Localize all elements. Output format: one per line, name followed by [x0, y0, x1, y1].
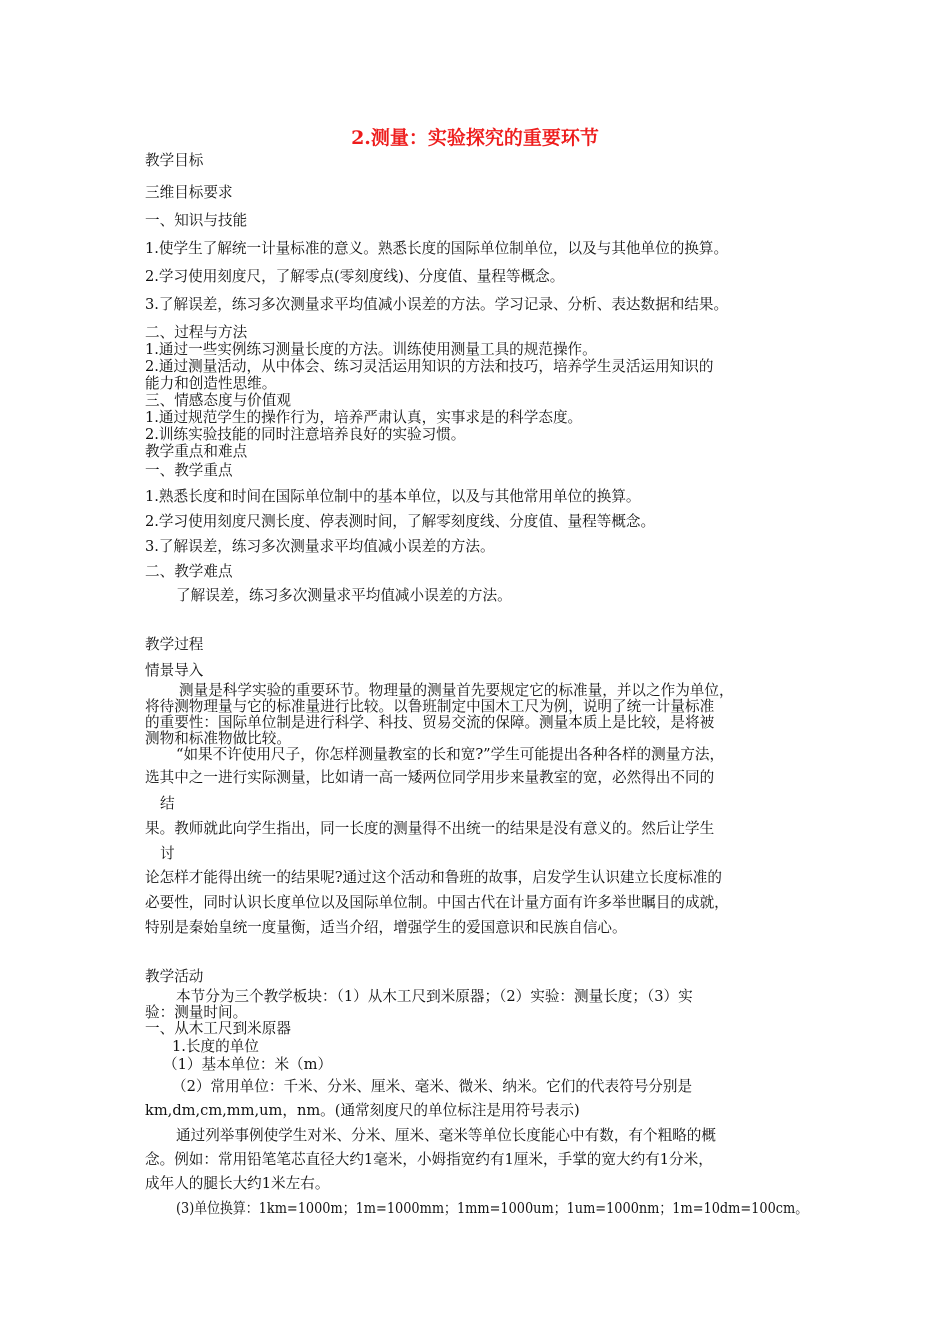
text-line: 测量是科学实验的重要环节。物理量的测量首先要规定它的标准量，并以之作为单位，: [179, 682, 734, 699]
text-line: 念。例如：常用铅笔笔芯直径大约1毫米，小姆指宽约有1厘米，手掌的宽大约有1分米，: [145, 1151, 713, 1168]
text-line: 果。教师就此向学生指出，同一长度的测量得不出统一的结果是没有意义的。然后让学生: [145, 820, 715, 837]
text-line: 2.学习使用刻度尺，了解零点(零刻度线)、分度值、量程等概念。: [145, 268, 565, 285]
heading-difficult-points: 二、教学难点: [145, 563, 233, 580]
text-line: 1.通过一些实例练习测量长度的方法。训练使用测量工具的规范操作。: [145, 341, 597, 358]
heading-teaching-objectives: 教学目标: [145, 152, 204, 169]
text-line: 成年人的腿长大约1米左右。: [145, 1175, 330, 1192]
page-title: 2.测量：实验探究的重要环节: [351, 127, 599, 149]
text-line: 1.熟悉长度和时间在国际单位制中的基本单位，以及与其他常用单位的换算。: [145, 488, 641, 505]
heading-knowledge-skills: 一、知识与技能: [145, 212, 248, 229]
text-line: 选其中之一进行实际测量，比如请一高一矮两位同学用步来量教室的宽，必然得出不同的: [145, 769, 715, 786]
text-line: 通过列举事例使学生对米、分米、厘米、毫米等单位长度能心中有数，有个粗略的概: [176, 1127, 716, 1144]
heading-key-points: 一、教学重点: [145, 462, 233, 479]
text-line: 特别是秦始皇统一度量衡，适当介绍，增强学生的爱国意识和民族自信心。: [145, 919, 627, 936]
text-line: 1.通过规范学生的操作行为，培养严肃认真，实事求是的科学态度。: [145, 409, 583, 426]
text-line: 1.使学生了解统一计量标准的意义。熟悉长度的国际单位制单位，以及与其他单位的换算。: [145, 240, 729, 257]
text-line: 将待测物理量与它的标准量进行比较。以鲁班制定中国木工尺为例，说明了统一计量标准: [145, 698, 715, 715]
text-line: 的重要性：国际单位制是进行科学、科技、贸易交流的保障。测量本质上是比较，是将被: [145, 714, 715, 731]
text-line: 结: [160, 795, 175, 812]
text-line: 2.通过测量活动，从中体会、练习灵活运用知识的方法和技巧，培养学生灵活运用知识的: [145, 358, 714, 375]
heading-scenario-intro: 情景导入: [145, 662, 204, 679]
text-line: 能力和创造性思维。: [145, 375, 277, 392]
heading-attitude-values: 三、情感态度与价值观: [145, 392, 291, 409]
text-line: “如果不许使用尺子，你怎样测量教室的长和宽?”学生可能提出各种各样的测量方法，: [176, 746, 725, 763]
heading-three-dim-goals: 三维目标要求: [145, 184, 233, 201]
text-line: 3.了解误差，练习多次测量求平均值减小误差的方法。: [145, 538, 495, 555]
text-line: （2）常用单位：千米、分米、厘米、毫米、微米、纳米。它们的代表符号分别是: [172, 1078, 693, 1095]
text-line: 必要性，同时认识长度单位以及国际单位制。中国古代在计量方面有许多举世瞩目的成就，: [145, 894, 729, 911]
heading-teaching-activities: 教学活动: [145, 968, 204, 985]
text-line: 2.学习使用刻度尺测长度、停表测时间，了解零刻度线、分度值、量程等概念。: [145, 513, 656, 530]
heading-ruler-to-meter: 一、从木工尺到米原器: [145, 1020, 291, 1037]
text-line: 论怎样才能得出统一的结果呢?通过这个活动和鲁班的故事，启发学生认识建立长度标准的: [145, 869, 722, 886]
text-line: km,dm,cm,mm,um，nm。(通常刻度尺的单位标注是用符号表示): [145, 1102, 580, 1119]
text-line: 测物和标准物做比较。: [145, 730, 291, 747]
heading-key-difficult-points: 教学重点和难点: [145, 443, 248, 460]
text-line: 了解误差，练习多次测量求平均值减小误差的方法。: [176, 587, 512, 604]
heading-teaching-process: 教学过程: [145, 636, 204, 653]
text-line: 2.训练实验技能的同时注意培养良好的实验习惯。: [145, 426, 466, 443]
text-line: （1）基本单位：米（m）: [163, 1056, 333, 1073]
text-line: 本节分为三个教学板块：（1）从木工尺到米原器；（2）实验：测量长度；（3）实: [176, 988, 693, 1005]
text-line: 3.了解误差，练习多次测量求平均值减小误差的方法。学习记录、分析、表达数据和结果。: [145, 296, 729, 313]
text-line: 讨: [160, 845, 175, 862]
text-line: (3)单位换算：1km=1000m；1m=1000mm；1mm=1000um；1um=1000nm；1m=10dm=100cm。: [176, 1200, 809, 1217]
heading-process-methods: 二、过程与方法: [145, 324, 248, 341]
heading-length-units: 1.长度的单位: [172, 1038, 259, 1055]
text-line: 验：测量时间。: [145, 1004, 248, 1021]
